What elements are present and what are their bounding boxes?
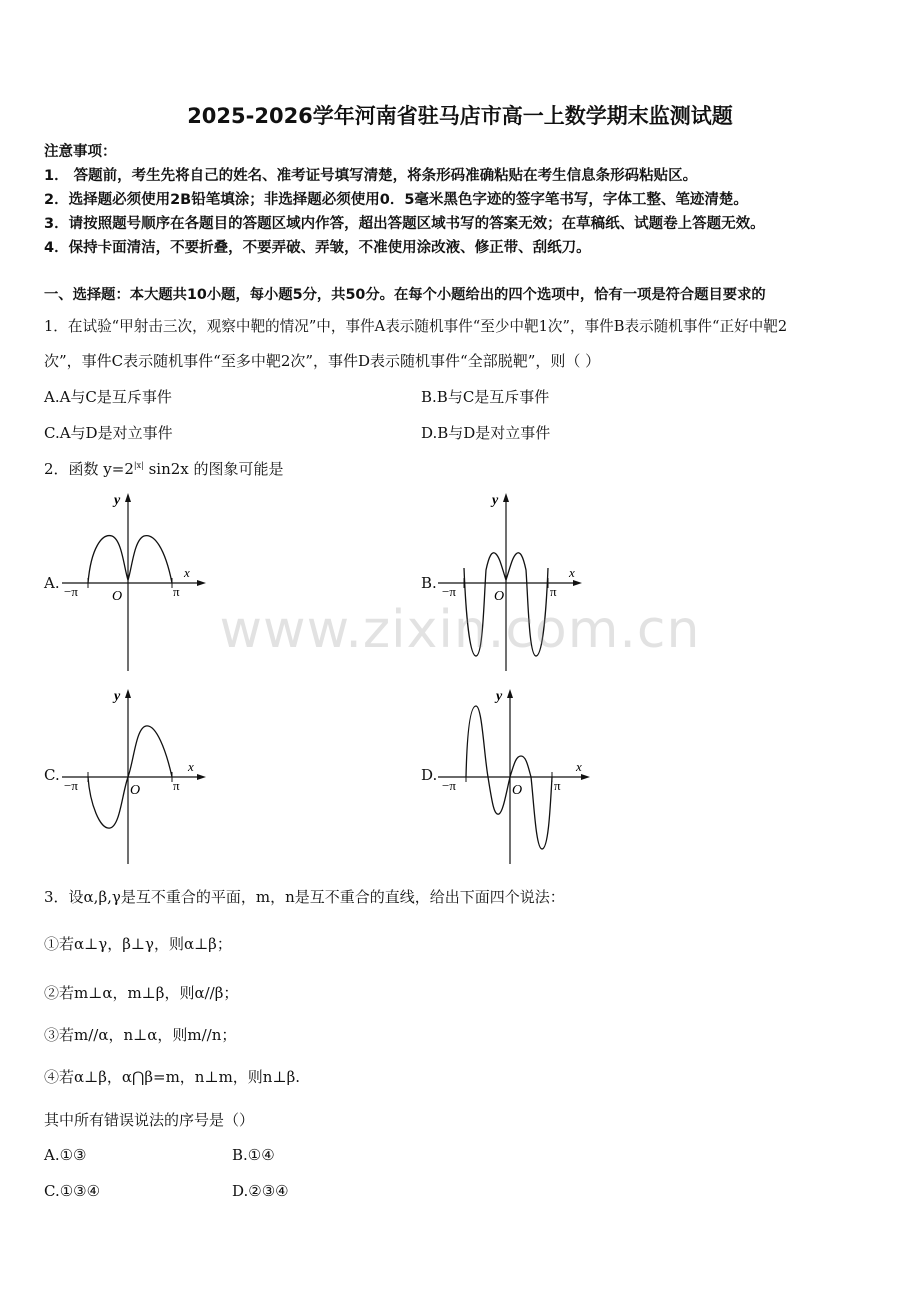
graph-c-neg-pi: −π bbox=[64, 778, 78, 793]
notice-item-3: 3．请按照题号顺序在各题目的答题区域内作答，超出答题区域书写的答案无效；在草稿纸、试题卷上答题无效。 bbox=[44, 216, 765, 232]
graph-d-label: D. bbox=[421, 766, 438, 784]
q3-stem: 3．设α,β,γ是互不重合的平面，m，n是互不重合的直线，给出下面四个说法： bbox=[44, 888, 565, 906]
q3-statement-3: ③若m//α，n⊥α，则m//n； bbox=[44, 1026, 237, 1044]
graph-c-y-label: y bbox=[114, 689, 121, 704]
q1-option-b: B.B与C是互斥事件 bbox=[421, 388, 550, 406]
q1-option-c: C.A与D是对立事件 bbox=[44, 424, 173, 442]
graph-c bbox=[60, 684, 210, 869]
graph-b-origin: O bbox=[494, 589, 505, 604]
notice-item-2: 2．选择题必须使用2B铅笔填涂；非选择题必须使用0．5毫米黑色字迹的签字笔书写，字体工整、笔迹清楚。 bbox=[44, 192, 748, 208]
q1-option-a: A.A与C是互斥事件 bbox=[44, 388, 172, 406]
q3-statement-1: ①若α⊥γ，β⊥γ，则α⊥β； bbox=[44, 935, 232, 953]
graph-a-neg-pi: −π bbox=[64, 584, 78, 599]
graph-c-x-label: x bbox=[188, 759, 194, 774]
q3-statement-2: ②若m⊥α，m⊥β，则α//β； bbox=[44, 984, 239, 1002]
graph-a-label: A. bbox=[44, 574, 60, 592]
q3-option-b: B.①④ bbox=[232, 1146, 275, 1164]
graph-d-y-label: y bbox=[496, 689, 503, 704]
page-title: 2025-2026学年河南省驻马店市高一上数学期末监测试题 bbox=[187, 104, 733, 128]
q3-statement-4: ④若α⊥β，α⋂β=m，n⊥m，则n⊥β. bbox=[44, 1068, 301, 1086]
graph-a-y-label: y bbox=[114, 493, 121, 508]
q1-option-d: D.B与D是对立事件 bbox=[421, 424, 551, 442]
graph-d bbox=[436, 684, 596, 869]
graph-a-origin: O bbox=[112, 589, 123, 604]
notice-heading: 注意事项： bbox=[44, 144, 117, 160]
q3-option-c: C.①③④ bbox=[44, 1182, 101, 1200]
q2-stem: 2．函数 $y=2^{|x|}$ sin2x 的图象可能是 bbox=[44, 460, 284, 478]
graph-d-pi: π bbox=[554, 778, 561, 793]
notice-item-4: 4．保持卡面清洁，不要折叠，不要弄破、弄皱，不准使用涂改液、修正带、刮纸刀。 bbox=[44, 240, 591, 256]
q3-option-a: A.①③ bbox=[44, 1146, 87, 1164]
section-heading: 一、选择题：本大题共10小题，每小题5分，共50分。在每个小题给出的四个选项中，恰有一项是符合题目要求的 bbox=[44, 287, 766, 303]
graph-d-x-label: x bbox=[576, 759, 582, 774]
q3-option-d: D.②③④ bbox=[232, 1182, 289, 1200]
q3-question: 其中所有错误说法的序号是（） bbox=[44, 1111, 255, 1129]
graph-b-y-label: y bbox=[492, 493, 499, 508]
q1-line1: 1．在试验“甲射击三次，观察中靶的情况”中，事件A表示随机事件“至少中靶1次”，事件B表示随机事件“正好中靶2 bbox=[44, 318, 788, 335]
graph-d-neg-pi: −π bbox=[442, 778, 456, 793]
q1-line2: 次”，事件C表示随机事件“至多中靶2次”，事件D表示随机事件“全部脱靶”，则（ ） bbox=[44, 352, 601, 370]
graph-b-x-label: x bbox=[569, 565, 575, 580]
graph-c-label: C. bbox=[44, 766, 60, 784]
graph-a-pi: π bbox=[173, 584, 180, 599]
graph-b-neg-pi: −π bbox=[442, 584, 456, 599]
notice-item-1: 1． 答题前，考生先将自己的姓名、准考证号填写清楚，将条形码准确粘贴在考生信息条形码粘贴区。 bbox=[44, 168, 698, 184]
graph-b-label: B. bbox=[421, 574, 437, 592]
watermark: www.zixin.com.cn bbox=[219, 600, 701, 660]
graph-d-origin: O bbox=[512, 783, 523, 798]
graph-c-origin: O bbox=[130, 783, 141, 798]
graph-c-pi: π bbox=[173, 778, 180, 793]
graph-a-x-label: x bbox=[184, 565, 190, 580]
graph-b-pi: π bbox=[550, 584, 557, 599]
